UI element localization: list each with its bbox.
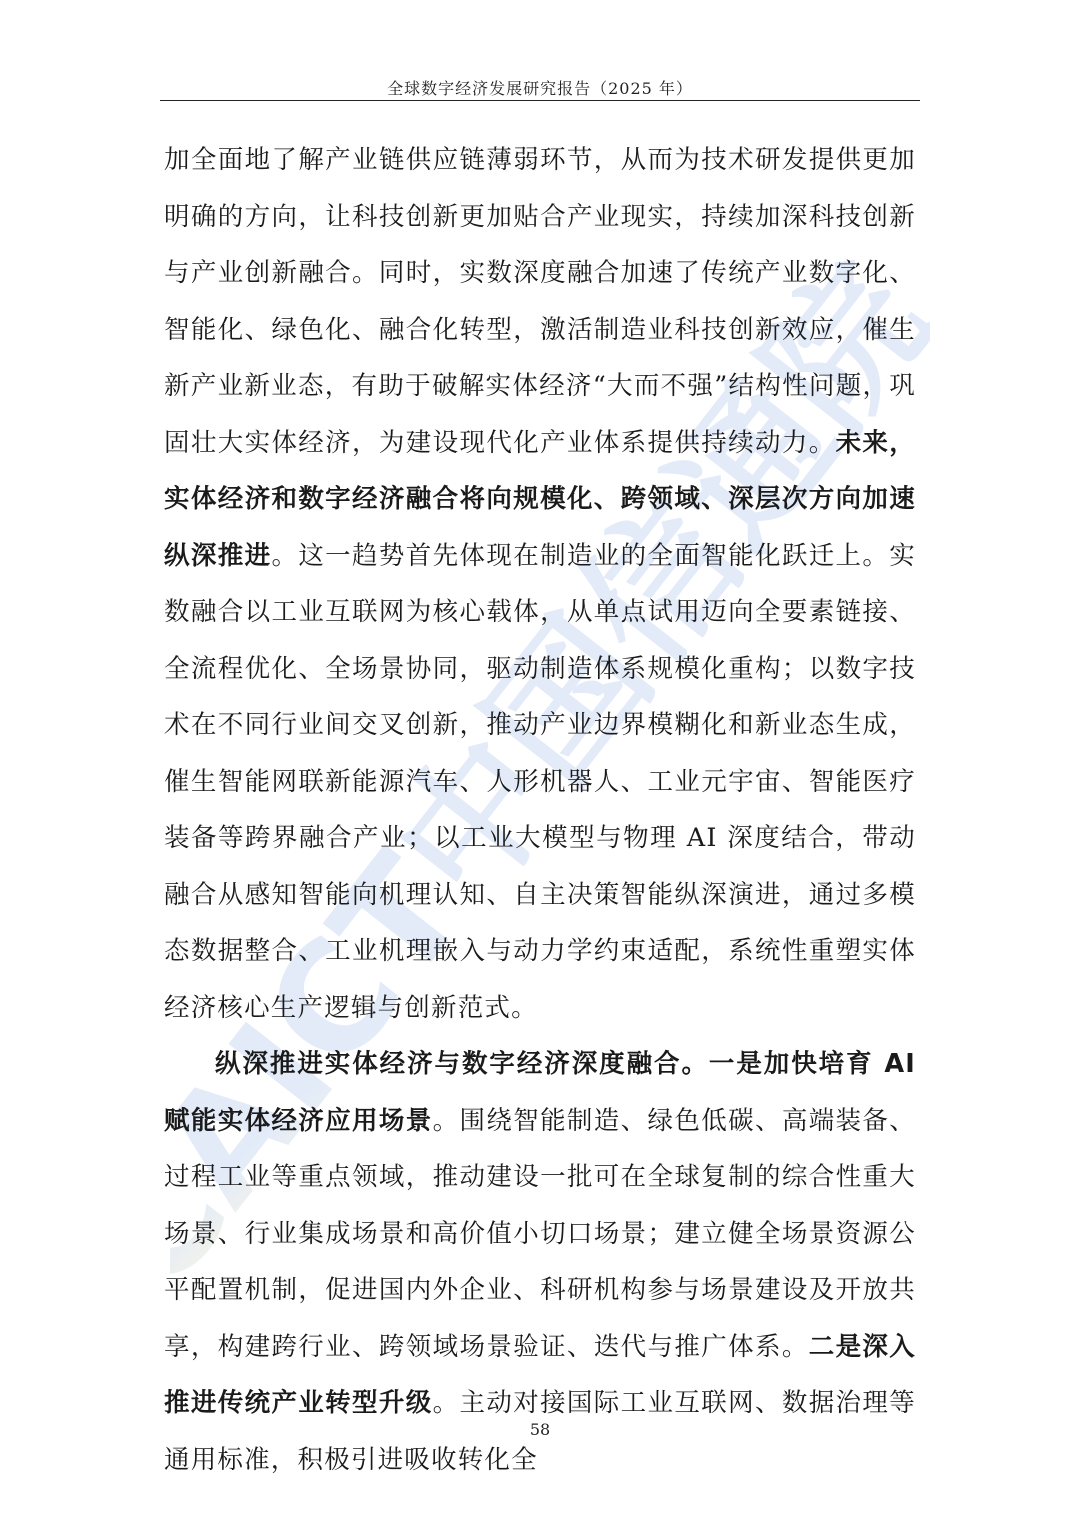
body-text — [164, 132, 916, 1488]
paragraph-continuation — [164, 132, 916, 1036]
page-number: 58 — [529, 1420, 551, 1439]
watermark-text: CAICT中国信通院 — [170, 250, 930, 1323]
header-divider — [160, 100, 920, 101]
paragraph2-text-1: 。围绕智能制造、绿色低碳、高端装备、过程工业等重点领域，推动建设一批可在全球复制的综合性重大场景、行业集成场景和高价值小切口场景；建立健全场景资源公平配置机制，促进国内外企业、科研机构参与场景建设及开放共享，构建跨行业、跨领域场景验证、迭代与推广体系。 — [164, 1105, 916, 1362]
paragraph1-text-1: 加全面地了解产业链供应链薄弱环节，从而为技术研发提供更加明确的方向，让科技创新更加贴合产业现实，持续加深科技创新与产业创新融合。同时，实数深度融合加速了传统产业数字化、智能化、绿色化、融合化转型，激活制造业科技创新效应，催生新产业新业态，有助于破解实体经济“大而不强”结构性问题，巩固壮大实体经济，为建设现代化产业体系提供持续动力。 — [164, 145, 916, 458]
paragraph2-bold-1: 纵深推进实体经济与数字经济深度融合。一是加快培育 AI 赋能实体经济应用场景 — [164, 1049, 916, 1136]
paragraph1-bold-1: 未来，实体经济和数字经济融合将向规模化、跨领域、深层次方向加速纵深推进 — [164, 427, 916, 571]
running-header: 全球数字经济发展研究报告（2025 年） — [387, 79, 693, 98]
paragraph1-text-2: 。这一趋势首先体现在制造业的全面智能化跃迁上。实数融合以工业互联网为核心载体，从单点试用迈向全要素链接、全流程优化、全场景协同，驱动制造体系规模化重构；以数字技术在不同行业间交叉创新，推动产业边界模糊化和新业态生成，催生智能网联新能源汽车、人形机器人、工业元宇宙、智能医疗装备等跨界融合产业；以工业大模型与物理 AI 深度结合，带动融合从感知智能向机理认知、自主决策智能纵深演进，通过多模态数据整合、工业机理嵌入与动力学约束适配，系统性重塑实体经济核心生产逻辑与创新范式。 — [164, 540, 916, 1023]
paragraph2-text-2: 。主动对接国际工业互联网、数据治理等通用标准，积极引进吸收转化全 — [164, 1388, 916, 1475]
paragraph2-bold-2: 二是深入推进传统产业转型升级 — [164, 1331, 916, 1418]
